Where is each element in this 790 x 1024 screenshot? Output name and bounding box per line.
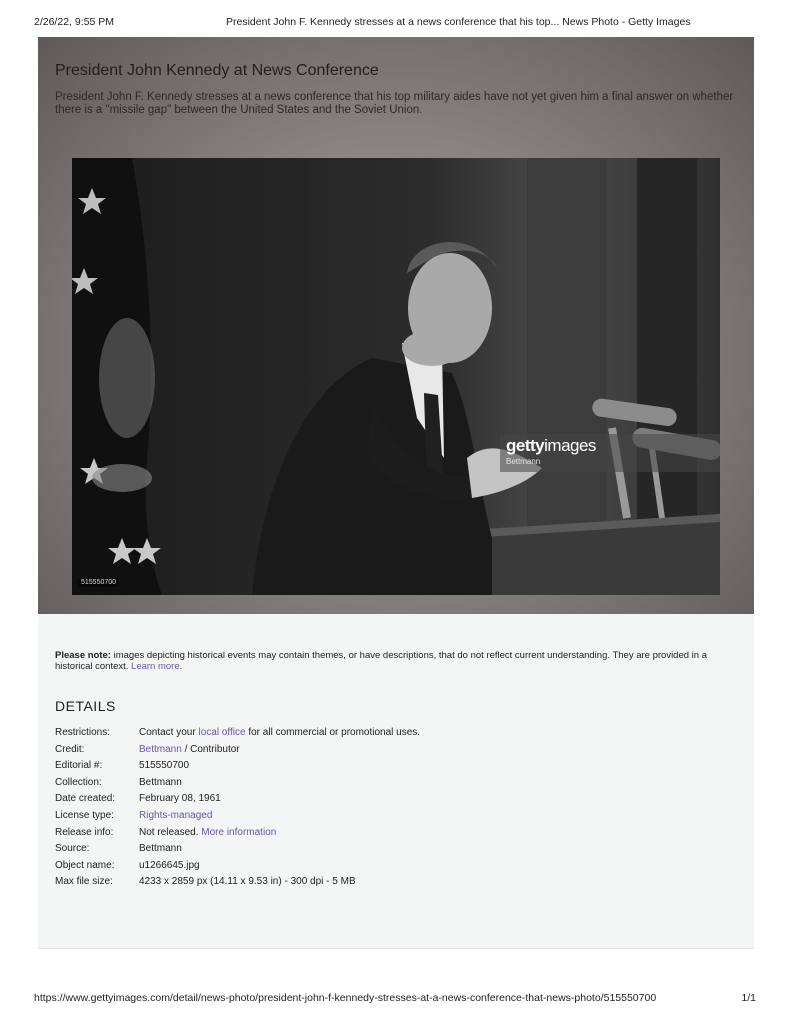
detail-row-credit	[55, 744, 745, 761]
detail-label: Date created:	[55, 793, 116, 805]
watermark-brand-light: images	[544, 436, 596, 455]
watermark-collection: Bettmann	[506, 457, 541, 466]
detail-label: Credit:	[55, 743, 85, 755]
page-title: President John Kennedy at News Conference	[55, 62, 379, 79]
detail-row-max-file-size	[55, 876, 745, 893]
detail-value: 4233 x 2859 px (14.11 x 9.53 in) - 300 dpi - 5 MB	[139, 876, 356, 888]
historical-note	[55, 650, 739, 672]
detail-row-collection	[55, 777, 745, 794]
print-datetime: 2/26/22, 9:55 PM	[34, 16, 114, 28]
getty-watermark	[500, 434, 720, 472]
detail-label: License type:	[55, 809, 114, 821]
watermark-brand-bold: getty	[506, 436, 545, 455]
note-label: Please note:	[55, 650, 111, 661]
credit-bettmann-link[interactable]: Bettmann	[139, 743, 182, 755]
restrictions-post: for all commercial or promotional uses.	[245, 727, 421, 738]
local-office-link[interactable]: local office	[198, 727, 246, 738]
detail-row-source	[55, 843, 745, 860]
print-page-title: President John F. Kennedy stresses at a news conference that his top... News Photo - Getty Images	[226, 16, 691, 28]
detail-value	[139, 827, 276, 838]
detail-label: Release info:	[55, 826, 114, 838]
detail-row-object-name	[55, 860, 745, 877]
watermark-logo	[506, 436, 596, 456]
learn-more-link[interactable]: Learn more	[131, 661, 180, 672]
details-list	[55, 727, 745, 893]
image-id-overlay: 515550700	[78, 578, 119, 587]
news-photo[interactable]	[72, 158, 720, 595]
rights-managed-link[interactable]: Rights-managed	[139, 809, 213, 821]
detail-value	[139, 727, 420, 738]
release-pre: Not released.	[139, 826, 202, 838]
detail-label: Editorial #:	[55, 760, 103, 772]
details-panel	[38, 614, 754, 949]
note-text: images depicting historical events may contain themes, or have descriptions, that do not reflect current understanding. They are provided in a historical context.	[55, 650, 707, 672]
detail-label: Collection:	[55, 776, 102, 788]
restrictions-pre: Contact your	[139, 727, 199, 738]
note-end: .	[179, 661, 183, 672]
detail-row-license-type	[55, 810, 745, 827]
detail-row-date-created	[55, 793, 745, 810]
detail-label: Restrictions:	[55, 727, 111, 738]
detail-row-editorial	[55, 760, 745, 777]
print-url: https://www.gettyimages.com/detail/news-photo/president-john-f-kennedy-stresses-at-a-news-conference-that-news-photo/515550700	[34, 992, 657, 1004]
detail-value: Bettmann	[139, 843, 182, 855]
photo-illustration	[72, 158, 720, 595]
details-heading: DETAILS	[55, 698, 116, 714]
detail-value: 515550700	[139, 760, 190, 772]
detail-label: Max file size:	[55, 876, 113, 888]
detail-label: Source:	[55, 843, 90, 855]
detail-value	[139, 744, 240, 755]
print-header	[34, 16, 756, 32]
more-information-link[interactable]: More information	[201, 826, 277, 838]
hero-section	[38, 37, 754, 614]
detail-value: u1266645.jpg	[139, 859, 200, 871]
print-page-number: 1/1	[741, 992, 756, 1004]
detail-row-restrictions	[55, 727, 745, 744]
detail-label: Object name:	[55, 859, 115, 871]
detail-row-release-info	[55, 827, 745, 844]
detail-value	[139, 810, 212, 821]
credit-post: / Contributor	[181, 743, 240, 755]
image-description: President John F. Kennedy stresses at a news conference that his top military aides have not yet given him a final answer on whether there is a "missile gap" between the United States and the Soviet Union.	[55, 91, 734, 116]
detail-value: February 08, 1961	[139, 793, 221, 805]
detail-value: Bettmann	[139, 776, 182, 788]
